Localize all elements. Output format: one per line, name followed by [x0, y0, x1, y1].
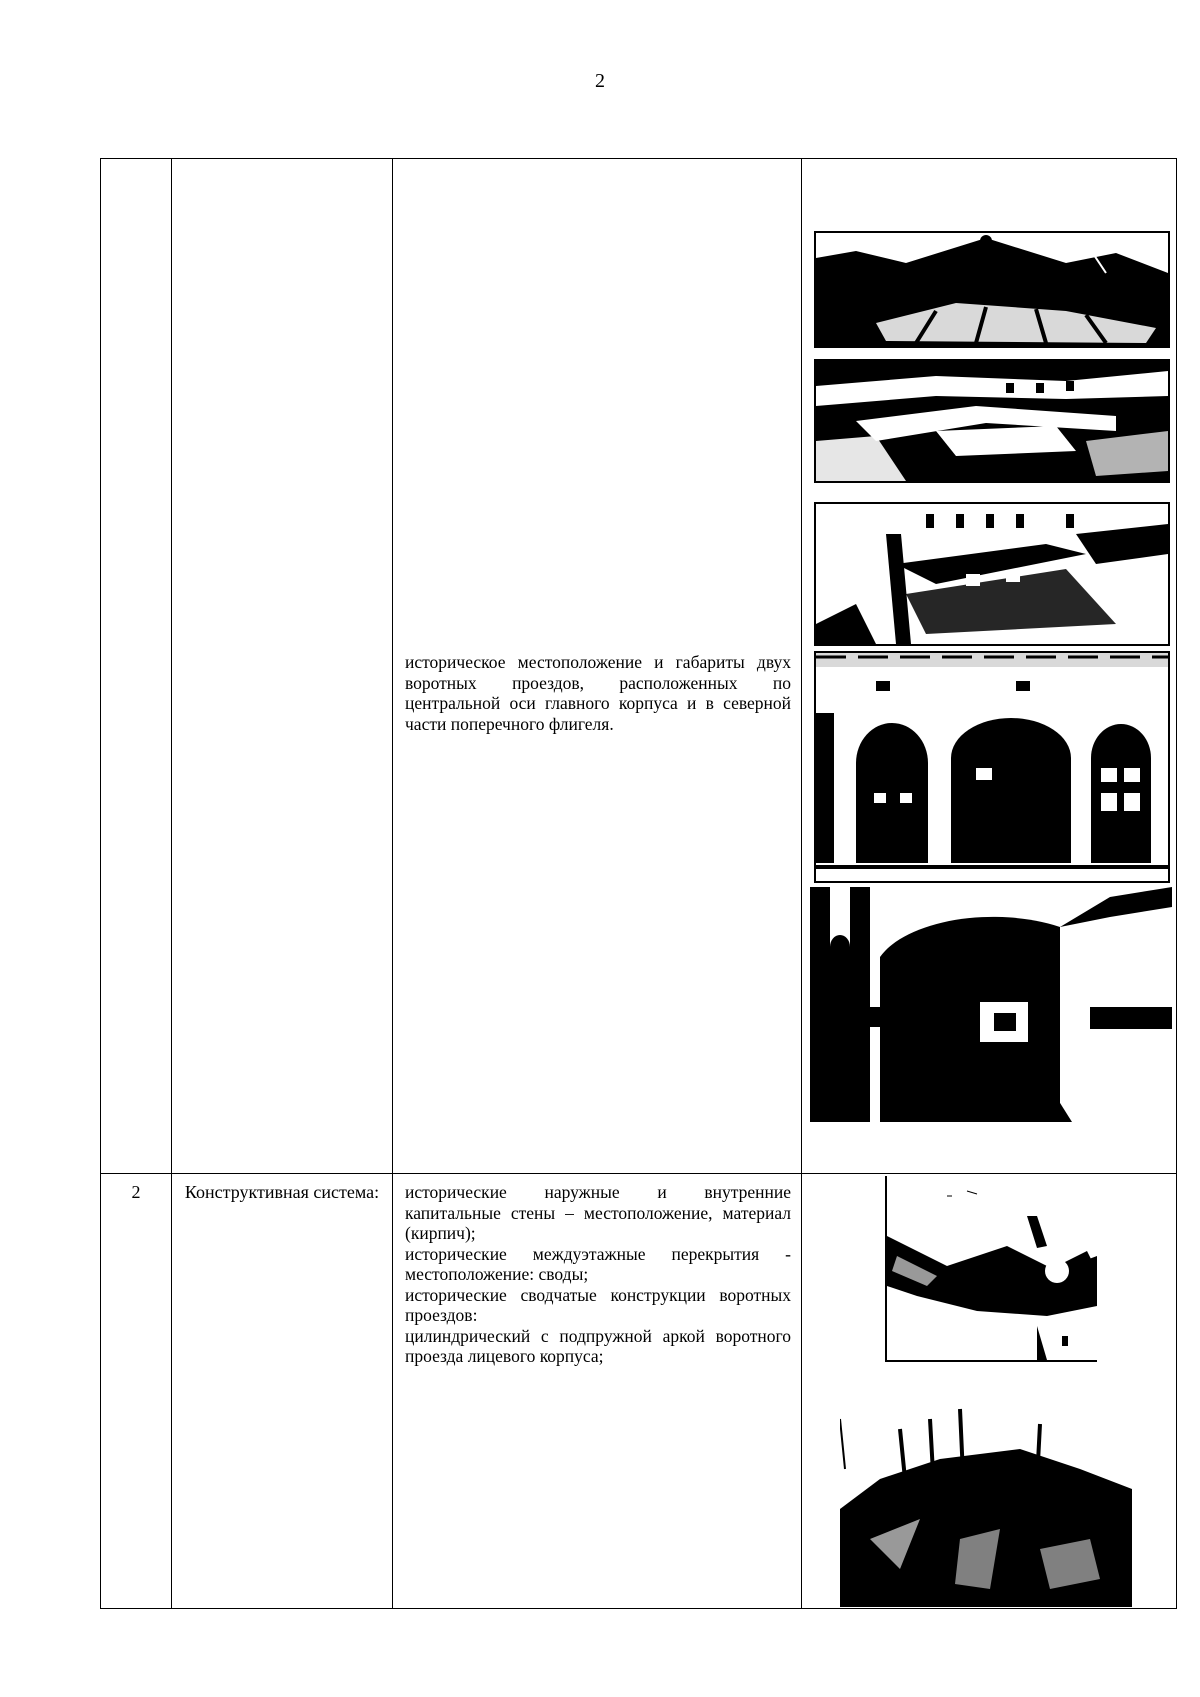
description-paragraph: цилиндрический с подпружной аркой воротного проезда лицевого корпуса;: [405, 1325, 791, 1366]
protected-items-table: [100, 158, 1177, 1609]
wing-photo: [814, 502, 1170, 646]
table-row: [101, 1174, 1177, 1609]
courtyard-photo: [814, 359, 1170, 483]
description-paragraph: исторические сводчатые конструкции воротных проездов:: [405, 1284, 791, 1325]
page-number: 2: [595, 70, 605, 92]
row-name-cell: [172, 159, 393, 1174]
roof-photo: [814, 231, 1170, 348]
row-name-cell: Конструктивная система:: [172, 1174, 393, 1609]
description-paragraph: исторические междуэтажные перекрытия - местоположение: своды;: [405, 1243, 791, 1284]
attic-photo: [840, 1389, 1132, 1607]
row-photos-cell: [802, 1174, 1177, 1609]
description-paragraph: историческое местоположение и габариты двух воротных проездов, расположенных по центральной оси главного корпуса и в северной части поперечного флигеля.: [405, 652, 791, 734]
row-number-cell: [101, 159, 172, 1174]
row-description-cell: [393, 159, 802, 1174]
row-photos-cell: [802, 159, 1177, 1174]
vault-photo: [885, 1176, 1097, 1362]
description-paragraph: исторические наружные и внутренние капитальные стены – местоположение, материал (кирпич);: [405, 1182, 791, 1243]
table-row: [101, 159, 1177, 1174]
gateway-vault-photo: [810, 887, 1172, 1122]
row-number-cell: 2: [101, 1174, 172, 1609]
row-description-cell: [393, 1174, 802, 1609]
facade-arches-photo: [814, 651, 1170, 883]
